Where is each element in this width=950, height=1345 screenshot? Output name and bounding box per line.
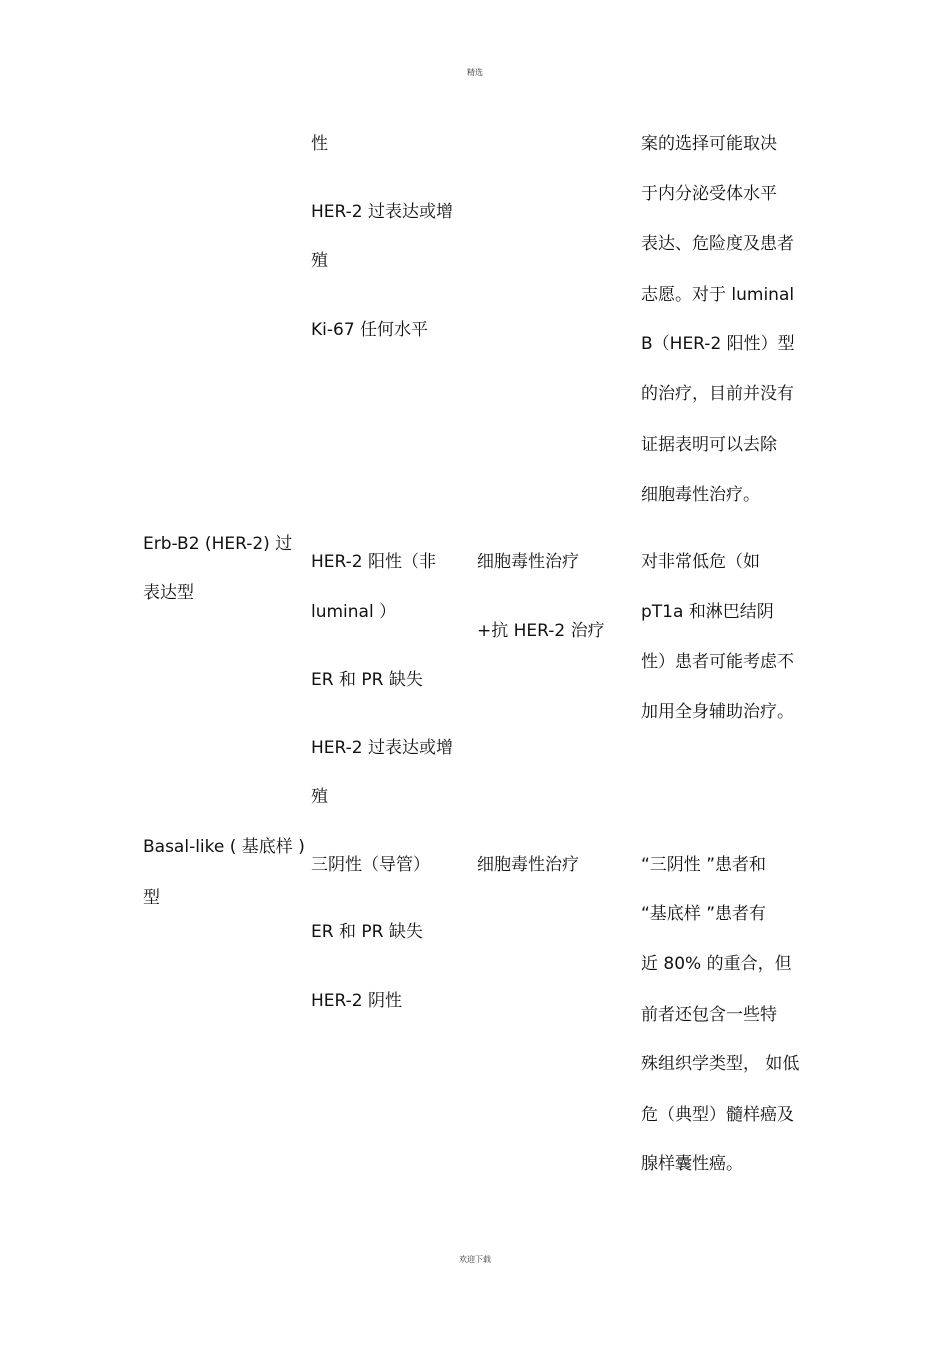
notes-line: B（HER-2 阳性）型: [641, 334, 795, 354]
notes-line: 腺样囊性癌。: [641, 1154, 743, 1174]
therapy-line: 细胞毒性治疗: [477, 552, 579, 572]
features-line: HER-2 阴性: [311, 991, 403, 1011]
features-line: HER-2 过表达或增: [311, 202, 454, 222]
notes-line: pT1a 和淋巴结阴: [641, 602, 774, 622]
notes-line: 的治疗，目前并没有: [641, 384, 794, 404]
notes-line: 近 80% 的重合，但: [641, 954, 792, 974]
notes-line: 细胞毒性治疗。: [641, 485, 760, 505]
therapy-line: +抗 HER-2 治疗: [477, 621, 605, 641]
features-line: 三阴性（导管）: [311, 855, 430, 875]
features-line: luminal ）: [311, 602, 397, 622]
subtype-line: 型: [143, 888, 160, 908]
features-line: ER 和 PR 缺失: [311, 670, 423, 690]
page-footer: 欢迎下载: [459, 1255, 491, 1264]
subtype-line: Basal-like ( 基底样 ): [143, 837, 305, 857]
features-line: ER 和 PR 缺失: [311, 922, 423, 942]
subtype-line: Erb-B2 (HER-2) 过: [143, 534, 293, 554]
notes-line: 证据表明可以去除: [641, 435, 777, 455]
notes-line: 于内分泌受体水平: [641, 184, 777, 204]
subtype-line: 表达型: [143, 583, 194, 603]
notes-line: 性）患者可能考虑不: [641, 652, 794, 672]
features-line: 性: [311, 134, 328, 154]
features-line: HER-2 过表达或增: [311, 738, 454, 758]
notes-line: 表达、危险度及患者: [641, 234, 794, 254]
features-line: Ki-67 任何水平: [311, 320, 429, 340]
notes-line: 加用全身辅助治疗。: [641, 702, 794, 722]
notes-line: “基底样 ”患者有: [641, 904, 767, 924]
features-line: HER-2 阳性（非: [311, 552, 437, 572]
notes-line: 志愿。对于 luminal: [641, 285, 795, 305]
features-line: 殖: [311, 787, 328, 807]
features-line: 殖: [311, 251, 328, 271]
therapy-line: 细胞毒性治疗: [477, 855, 579, 875]
notes-line: 前者还包含一些特: [641, 1005, 777, 1025]
notes-line: “三阴性 ”患者和: [641, 855, 767, 875]
notes-line: 殊组织学类型， 如低: [641, 1054, 800, 1074]
notes-line: 危（典型）髓样癌及: [641, 1105, 794, 1125]
notes-line: 案的选择可能取决: [641, 134, 777, 154]
page-header: 精选: [467, 68, 483, 77]
notes-line: 对非常低危（如: [641, 552, 760, 572]
